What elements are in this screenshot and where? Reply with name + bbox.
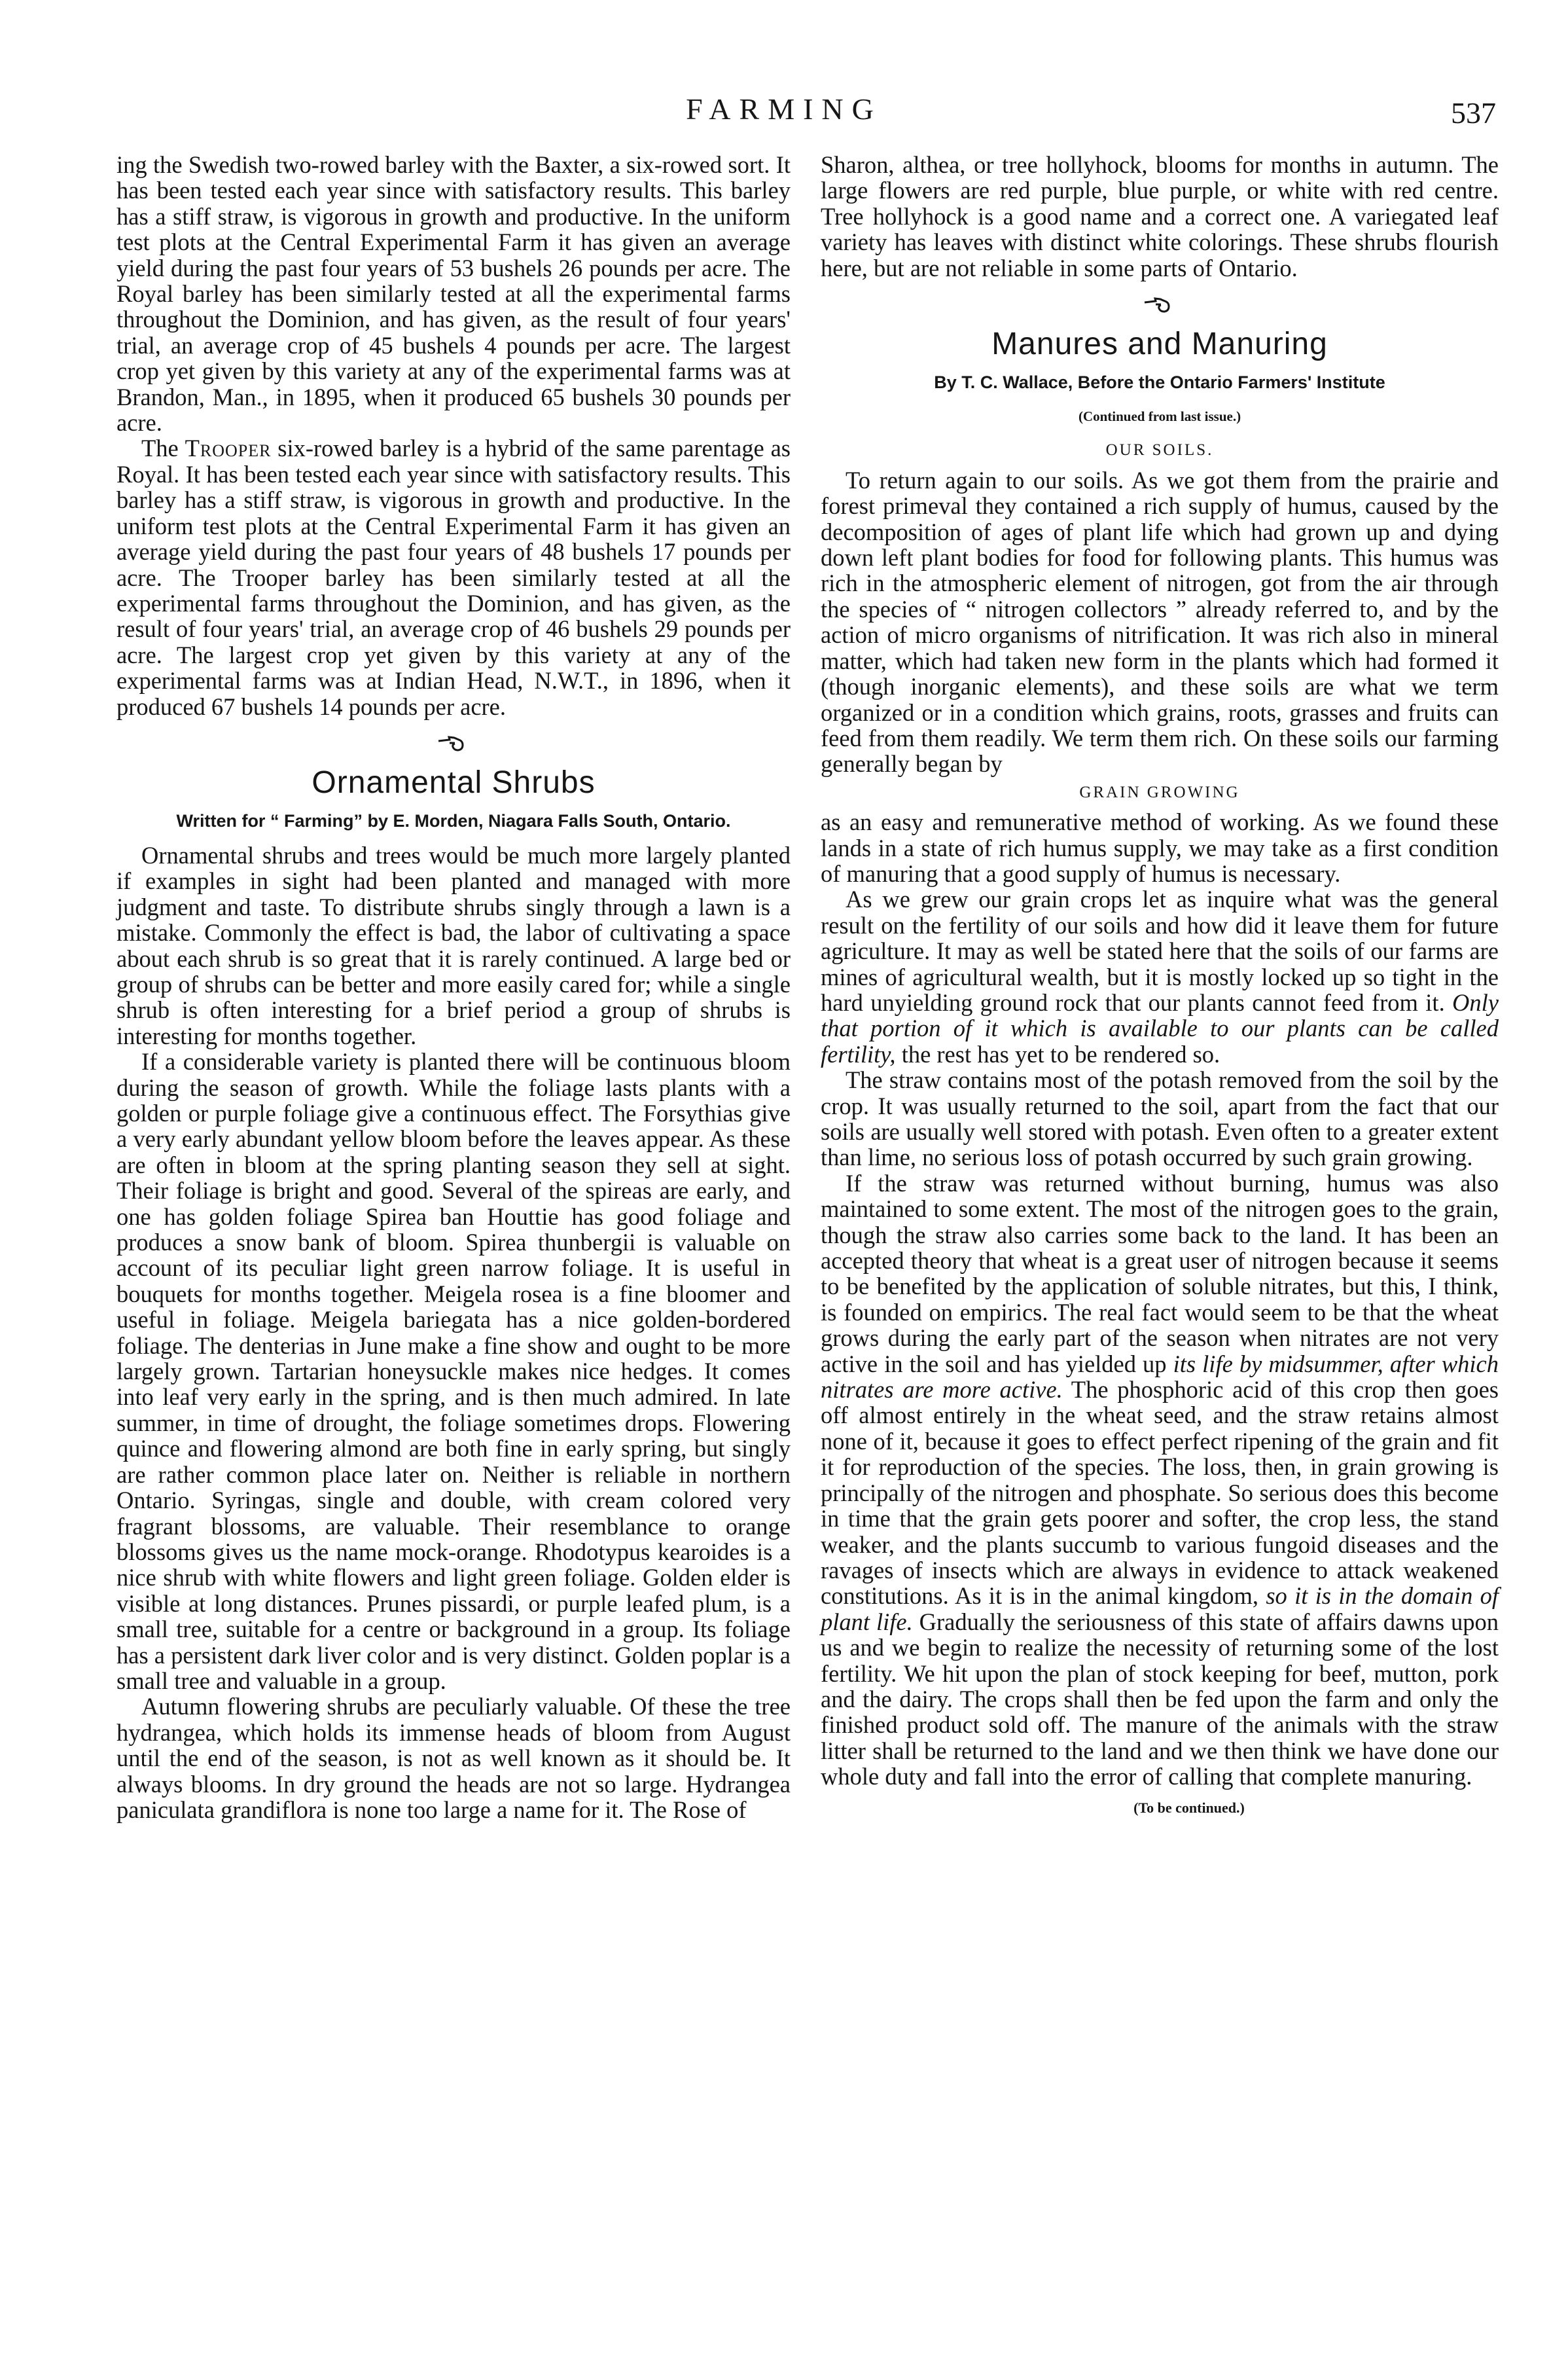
running-title: FARMING <box>686 92 882 126</box>
byline-manures: By T. C. Wallace, Before the Ontario Farmers' Institute <box>934 372 1385 393</box>
pointing-hand-fleuron-icon <box>437 734 471 753</box>
grain-paragraph-2-italic: Only that portion of it which is available to our plants can be called fertility, <box>821 988 1499 1068</box>
ornament-icon <box>116 733 791 752</box>
grain-paragraph-2-text: As we grew our grain crops let as inquire what was the general result on the fertility of our soils and how did it leave them for future agriculture. It may as well be stated here that the soils of our farms are mines of agricultural wealth, but it is mostly locked up so tight in the hard unyielding ground rock that our plants cannot feed from it. <box>821 886 1499 1016</box>
continued-from-note: (Continued from last issue.) <box>1078 408 1241 425</box>
shrubs-paragraph-2: If a considerable variety is planted there will be continuous bloom during the season of growth. While the foliage lasts plants with a golden or purple foliage give a continuous effect. The Forsythias give a very early abundant yellow bloom before the leaves appear. As these are often in bloom at the spring planting season they sell at sight. Their foliage is bright and good. Several of the spireas are early, and one has golden foliage Spirea ban Houttie has good foliage and produces a snow bank of bloom. Spirea thunbergii is valuable on account of its peculiar light green narrow foliage. It is useful in bouquets for months together. Meigela rosea is a fine bloomer and useful in foliage. Meigela bariegata has a nice golden-bordered foliage. The denterias in June make a fine show and ought to be more largely grown. Tartarian honeysuckle makes nice hedges. It comes into leaf very early in the spring, and is then much admired. In late summer, in time of drought, the foliage sometimes drops. Flowering quince and flowering almond are both fine in early spring, but singly are rather common place later on. Neither is reliable in northern Ontario. Syringas, single and double, with cream colored very fragrant blossoms, are valuable. Their resemblance to orange blossoms gives us the name mock-orange. Rhodotypus kearoides is a nice shrub with white flowers and light green foliage. Golden elder is visible at long distances. Prunes pissardi, or purple leafed plum, is a small tree, suitable for a centre or background in a group. Its foliage has a persistent dark liver color and is very distinct. Golden poplar is a small tree and valuable in a group. <box>116 1048 791 1694</box>
grain-paragraph-4 <box>821 1170 1499 1790</box>
grain-paragraph-4-text: If the straw was returned without burning, humus was also maintained to some extent. The most of the nitrogen goes to the grain, though the straw also carries some back to the land. It has been an accepted theory that wheat is a great user of nitrogen because it seems to be benefited by the application of soluble nitrates, but this, I think, is founded on empirics. The real fact would seem to be that the wheat grows during the early part of the season when nitrates are not very active in the soil and has yielded up <box>821 1169 1499 1377</box>
section-heading-our-soils: OUR SOILS. <box>1105 441 1214 460</box>
byline-ornamental-shrubs: Written for “ Farming” by E. Morden, Niagara Falls South, Ontario. <box>176 810 731 831</box>
barley-paragraph-2-prefix: The <box>141 435 185 462</box>
grain-paragraph-4-italic-2: so it is in the domain of plant life. <box>821 1582 1499 1635</box>
grain-paragraph-2-end: the rest has yet to be rendered so. <box>895 1040 1221 1068</box>
grain-paragraph-3: The straw contains most of the potash removed from the soil by the crop. It was usually returned to the soil, apart from the fact that our soils are usually well stored with potash. Even often to a greater extent than lime, no serious loss of potash occurred by such grain growing. <box>821 1066 1499 1171</box>
soils-paragraph-1: To return again to our soils. As we got them from the prairie and forest primeval they contained a rich supply of humus, caused by the decomposition of ages of plant life which had grown up and dying down left plant bodies for food for following plants. This humus was rich in the atmospheric element of nitrogen, got from the air through the species of “ nitrogen collectors ” already referred to, and by the action of micro organisms of nitrification. It was rich also in mineral matter, which had taken new form in the plants which had formed it (though inorganic elements), and these soils are what we term organized or in a condition which grains, roots, grasses and fruits can feed from them readily. We term them rich. On these soils our farming generally began by <box>821 466 1499 778</box>
shrubs-paragraph-3-continued: Sharon, althea, or tree hollyhock, blooms for months in autumn. The large flowers are red purple, blue purple, or white with red centre. Tree hollyhock is a good name and a correct one. A variegated leaf variety has leaves with distinct white colorings. These shrubs flourish here, but are not reliable in some parts of Ontario. <box>821 151 1499 281</box>
ornament-icon <box>821 294 1499 314</box>
shrubs-paragraph-3: Autumn flowering shrubs are peculiarly valuable. Of these the tree hydrangea, which holds its immense heads of bloom from August until the end of the season, is not as well known as it should be. It always blooms. In dry ground the heads are not so large. Hydrangea paniculata grandiflora is none too large a name for it. The Rose of <box>116 1693 791 1823</box>
grain-paragraph-4-text-2: The phosphoric acid of this crop then goes off almost entirely in the wheat seed, and the straw retains almost none of it, because it goes to effect perfect ripening of the grain and fit it for reproduction of the species. The loss, then, in grain growing is principally of the nitrogen and phosphate. So serious does this become in time that the grain gets poorer and softer, the crop less, the stand weaker, and the plants succumb to various fungoid diseases and the ravages of insects which are always in evidence to attack weakened constitutions. As it is in the animal kingdom, <box>821 1376 1499 1610</box>
article-title-ornamental-shrubs: Ornamental Shrubs <box>312 765 596 800</box>
grain-paragraph-4-italic-1: its life by midsummer, after which nitrates are more active. <box>821 1350 1499 1403</box>
to-be-continued-note: (To be continued.) <box>1133 1799 1245 1816</box>
barley-paragraph-2-text: six-rowed barley is a hybrid of the same parentage as Royal. It has been tested each year since with satisfactory results. This barley has a stiff straw, is vigorous in growth and productive. In the uniform test plots at the Central Experimental Farm it has given an average yield during the past four years of 48 bushels 17 pounds per acre. The Trooper barley has been similarly tested at all the experimental farms throughout the Dominion, and has given, as the result of four years' trial, an average crop of 46 bushels 29 pounds per acre. The largest crop yet given by this variety at any of the experimental farms was at Indian Head, N.W.T., in 1896, when it produced 67 bushels 14 pounds per acre. <box>116 435 791 720</box>
shrubs-paragraph-1: Ornamental shrubs and trees would be much more largely planted if examples in sight had been planted and managed with more judgment and taste. To distribute shrubs singly through a lawn is a mistake. Commonly the effect is bad, the labor of cultivating a space about each shrub is so great that it is rarely continued. A large bed or group of shrubs can be better and more easily cared for; while a single shrub is often interesting for a brief period a group of shrubs is interesting for months together. <box>116 841 791 1049</box>
page-number: 537 <box>1451 96 1496 130</box>
right-column <box>821 152 1499 1820</box>
grain-paragraph-2 <box>821 886 1499 1067</box>
barley-paragraph-1: ing the Swedish two-rowed barley with the Baxter, a six-rowed sort. It has been tested each year since with satisfactory results. This barley has a stiff straw, is vigorous in growth and productive. In the uniform test plots at the Central Experimental Farm it has given an average yield during the past four years of 53 bushels 26 pounds per acre. The Royal barley has been similarly tested at all the experimental farms throughout the Dominion, and has given, as the result of four years' trial, an average crop of 45 bushels 4 pounds per acre. The largest crop yet given by this variety at any of the experimental farms was at Brandon, Man., in 1895, when it produced 65 bushels 30 pounds per acre. <box>116 151 791 437</box>
section-heading-grain-growing: GRAIN GROWING <box>1079 783 1240 801</box>
grain-paragraph-4-text-3: Gradually the seriousness of this state of affairs dawns upon us and we begin to realize the necessity of returning some of the lost fertility. We hit upon the plan of stock keeping for beef, mutton, pork and the dairy. The crops shall then be fed upon the farm and only the finished product sold off. The manure of the animals with the straw litter shall be returned to the land and we then think we have done our whole duty and fall into the error of calling that complete manuring. <box>821 1608 1499 1790</box>
trooper-variety-name: Trooper <box>185 435 272 462</box>
grain-paragraph-1: as an easy and remunerative method of working. As we found these lands in a state of rich humus supply, we may take as a first condition of manuring that a good supply of humus is necessary. <box>821 808 1499 887</box>
left-column <box>116 152 791 1822</box>
barley-paragraph-2 <box>116 435 791 719</box>
pointing-hand-fleuron-icon <box>1143 295 1177 315</box>
article-title-manures: Manures and Manuring <box>991 327 1328 362</box>
